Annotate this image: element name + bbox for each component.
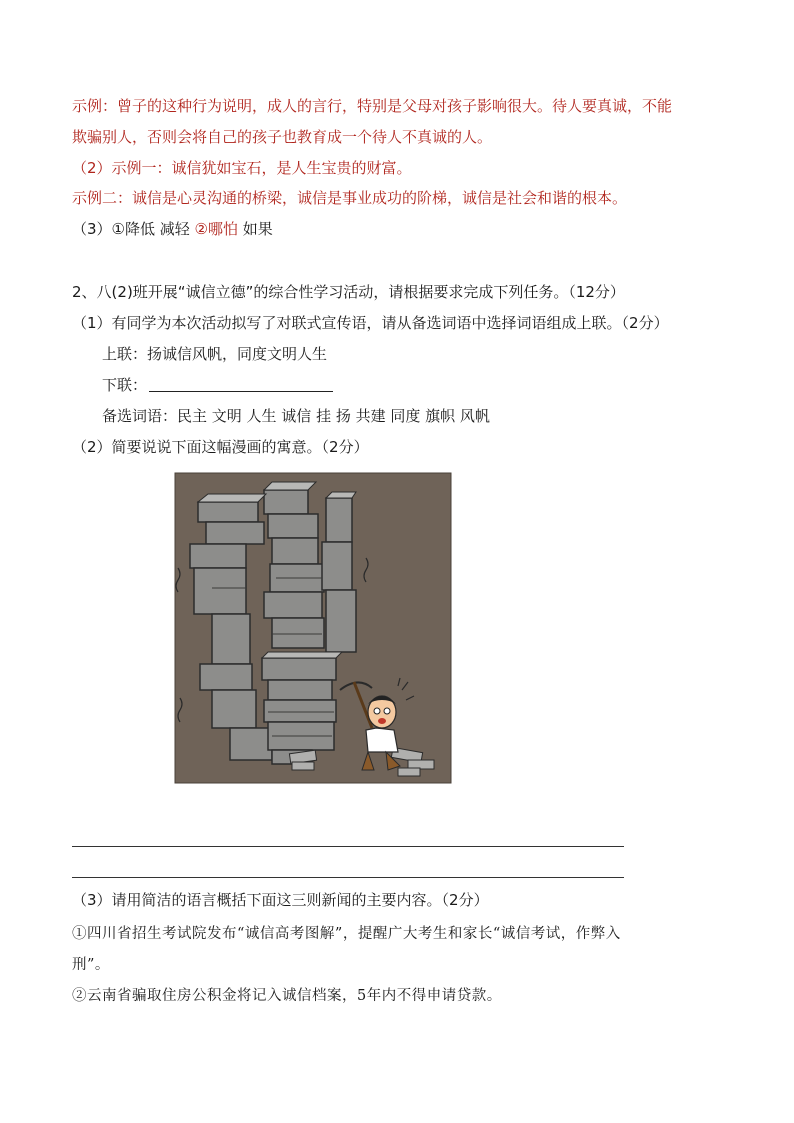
answer-q3-prefix: （3）①降低 减轻 <box>72 220 195 238</box>
lower-couplet-label: 下联： <box>102 376 148 394</box>
answer-q3 <box>72 219 273 239</box>
upper-couplet: 上联：扬诚信风帆，同度文明人生 <box>102 345 328 363</box>
lower-couplet <box>102 375 333 395</box>
answer-line-2[interactable] <box>72 877 624 878</box>
question-2-1-prompt: （1）有同学为本次活动拟写了对联式宣传语，请从备选词语中选择词语组成上联。（2分） <box>72 314 669 332</box>
lower-couplet-blank[interactable] <box>149 375 333 392</box>
answer-q3-part2: ②哪怕 <box>194 220 238 238</box>
question-2-heading: 2、八(2)班开展“诚信立德”的综合性学习活动，请根据要求完成下列任务。（12分） <box>72 283 625 301</box>
answer-q3-suffix: 如果 <box>237 220 273 238</box>
question-2-2-prompt: （2）简要说说下面这幅漫画的寓意。（2分） <box>72 438 369 456</box>
word-bank: 备选词语：民主 文明 人生 诚信 挂 扬 共建 同度 旗帜 风帆 <box>102 407 490 425</box>
answer-example-line-1: 示例：曾子的这种行为说明，成人的言行，特别是父母对孩子影响很大。待人要真诚，不能 <box>72 97 673 115</box>
answer-q2-example-1: （2）示例一：诚信犹如宝石，是人生宝贵的财富。 <box>72 159 412 177</box>
answer-example-line-2: 欺骗别人，否则会将自己的孩子也教育成一个待人不真诚的人。 <box>72 128 493 146</box>
integrity-cartoon <box>172 468 454 786</box>
answer-q2-example-2: 示例二：诚信是心灵沟通的桥梁，诚信是事业成功的阶梯，诚信是社会和谐的根本。 <box>72 189 628 207</box>
question-2-3-prompt: （3）请用简洁的语言概括下面这三则新闻的主要内容。（2分） <box>72 891 489 909</box>
news-1-line-1: ①四川省招生考试院发布“诚信高考图解”，提醒广大考生和家长“诚信考试，作弊入 <box>72 926 621 942</box>
answer-line-1[interactable] <box>72 846 624 847</box>
news-2: ②云南省骗取住房公积金将记入诚信档案，5年内不得申请贷款。 <box>72 988 502 1004</box>
news-1-line-2: 刑”。 <box>72 957 110 973</box>
